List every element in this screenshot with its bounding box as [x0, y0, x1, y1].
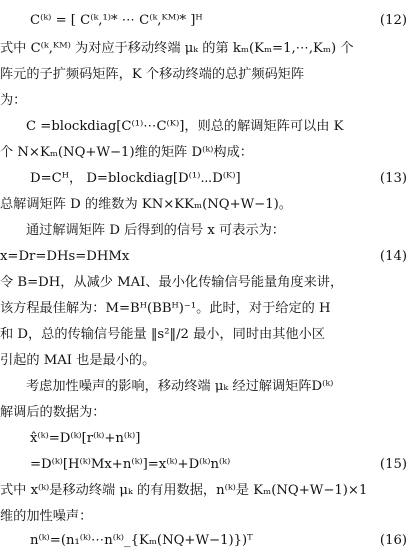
paragraph-text: 阵元的子扩频码矩阵，K 个移动终端的总扩频码矩阵	[0, 67, 305, 82]
text-line	[0, 36, 411, 62]
text-line	[0, 322, 411, 348]
text-line	[0, 140, 411, 166]
text-line	[0, 192, 411, 218]
text-line	[0, 504, 411, 530]
text-line	[0, 270, 411, 296]
paragraph-text: 个 N×Kₘ(NQ+W−1)维的矩阵 D⁽ᵏ⁾构成：	[0, 145, 253, 160]
text-line	[0, 374, 411, 400]
equation-body: C⁽ᵏ⁾ = [ C⁽ᵏ,¹⁾* ⋯ C⁽ᵏ,ᴷᴹ⁾* ]ᴴ	[30, 13, 203, 28]
equation-body: n⁽ᵏ⁾=(n₁⁽ᵏ⁾⋯n⁽ᵏ⁾_{Kₘ(NQ+W−1)})ᵀ	[30, 533, 253, 548]
paragraph-text: 该方程最佳解为：M=Bᴴ(BBᴴ)⁻¹。此时，对于给定的 H	[0, 301, 331, 316]
paragraph-text: 解调后的数据为：	[0, 405, 106, 420]
equation-number: (14)	[379, 249, 407, 264]
equation-number: (13)	[379, 171, 407, 186]
equation-line	[0, 528, 411, 554]
paragraph-text: 维的加性噪声：	[0, 509, 93, 524]
paragraph-text: 令 B=DH，从减少 MAI、最小化传输信号能量角度来讲，	[0, 275, 344, 290]
paragraph-text: 总解调矩阵 D 的维数为 KN×KKₘ(NQ+W−1)。	[0, 197, 292, 212]
equation-line	[0, 452, 411, 478]
equation-body: x̂⁽ᵏ⁾=D⁽ᵏ⁾[r⁽ᵏ⁾+n⁽ᵏ⁾]	[30, 431, 141, 446]
paragraph-text: 考虑加性噪声的影响，移动终端 μₖ 经过解调矩阵D⁽ᵏ⁾	[26, 379, 334, 394]
equation-number: (12)	[379, 13, 407, 28]
paragraph-text: 式中 C⁽ᵏ,ᴷᴹ⁾ 为对应于移动终端 μₖ 的第 kₘ(Kₘ=1,⋯,Kₘ) 个	[0, 41, 354, 56]
text-line	[0, 400, 411, 426]
text-line	[0, 62, 411, 88]
paragraph-text: 和 D，总的传输信号能量 ‖s²‖/2 最小，同时由其他小区	[0, 327, 325, 342]
text-line	[0, 218, 411, 244]
equation-number: (15)	[379, 457, 407, 472]
text-line	[0, 478, 411, 504]
paragraph-text: 通过解调矩阵 D 后得到的信号 x 可表示为：	[26, 223, 285, 238]
equation-body: =D⁽ᵏ⁾[H⁽ᵏ⁾Mx+n⁽ᵏ⁾]=x⁽ᵏ⁾+D⁽ᵏ⁾n⁽ᵏ⁾	[30, 457, 231, 472]
equation-line	[0, 166, 411, 192]
text-line	[0, 114, 411, 140]
paragraph-text: 式中 x⁽ᵏ⁾是移动终端 μₖ 的有用数据，n⁽ᵏ⁾是 Kₘ(NQ+W−1)×1	[0, 483, 368, 498]
text-line	[0, 296, 411, 322]
text-line	[0, 88, 411, 114]
text-line	[0, 348, 411, 374]
equation-line	[0, 8, 411, 34]
paragraph-text: 为：	[0, 93, 27, 108]
equation-line	[0, 244, 411, 270]
equation-number: (16)	[379, 533, 407, 548]
paragraph-text: 引起的 MAI 也是最小的。	[0, 353, 156, 368]
equation-line	[0, 426, 411, 452]
paragraph-text: C =blockdiag[C⁽¹⁾⋯C⁽ᴷ⁾]，则总的解调矩阵可以由 K	[26, 119, 344, 134]
equation-body: D=Cᴴ， D=blockdiag[D⁽¹⁾⋯D⁽ᴷ⁾]	[30, 171, 241, 186]
equation-body: x=Dr=DHs=DHMx	[0, 249, 130, 264]
